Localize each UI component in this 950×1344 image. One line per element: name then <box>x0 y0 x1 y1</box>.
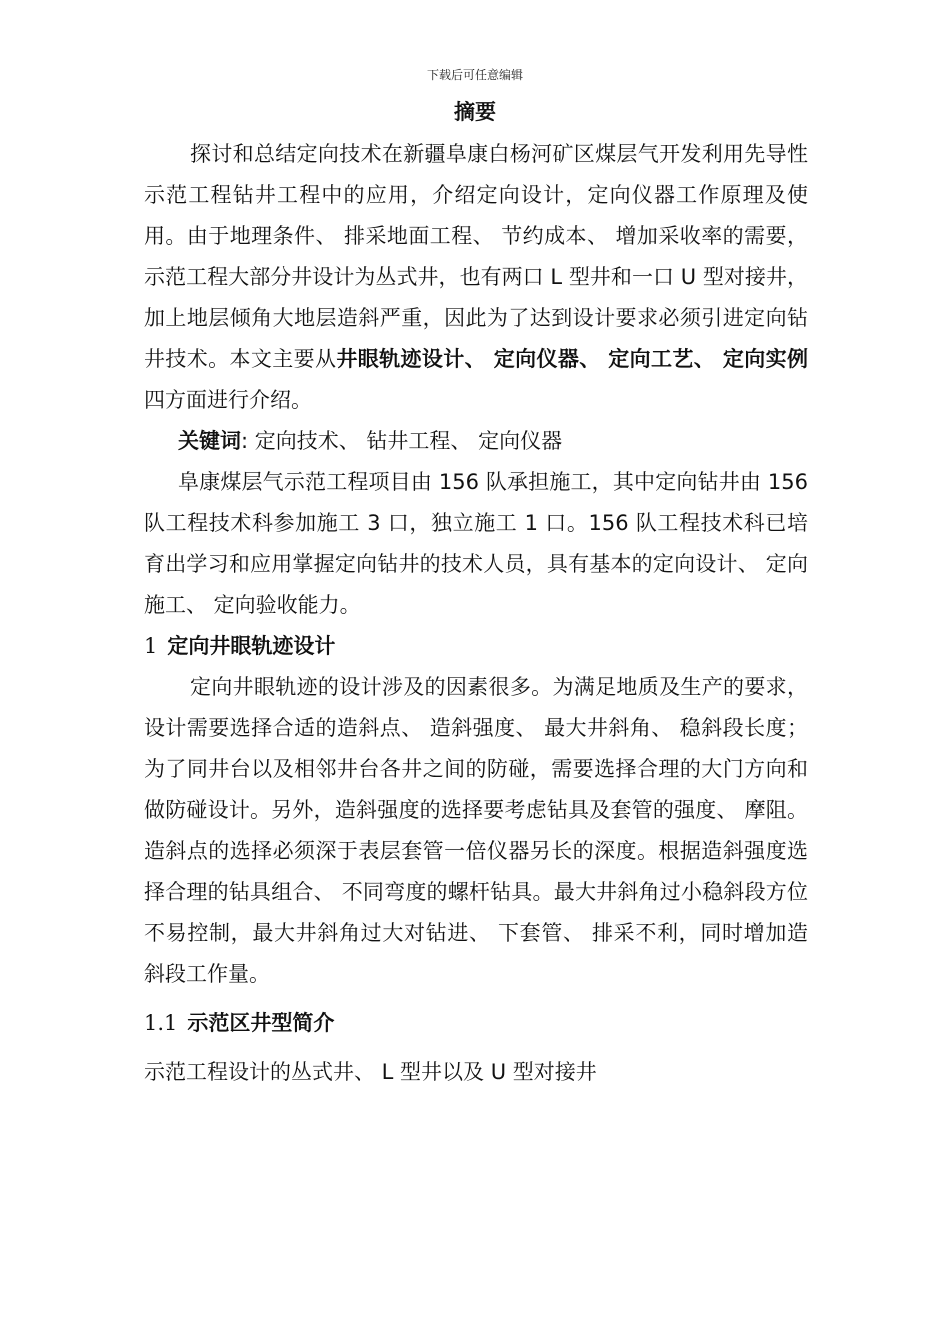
keywords-label: 关键词 <box>178 429 241 453</box>
section-1-1-body: 示范工程设计的丛式井、 L 型井以及 U 型对接井 <box>144 1060 597 1084</box>
section-1-1-title: 示范区井型简介 <box>187 1011 335 1035</box>
abstract-text-end: 四方面进行介绍。 <box>144 388 312 412</box>
document-body <box>144 134 808 1093</box>
section-1-body: 定向井眼轨迹的设计涉及的因素很多。为满足地质及生产的要求，设计需要选择合适的造斜点、 造斜强度、 最大井斜角、 稳斜段长度；为了同井台以及相邻井台各井之间的防碰，需要选择合理的大门方向和做防碰设计。另外，造斜强度的选择要考虑钻具及套管的强度、 摩阻。造斜点的选择必须深于表层套管一倍仪器另长的深度。根据造斜强度选择合理的钻具组合、 不同弯度的螺杆钻具。最大井斜角过小稳斜段方位不易控制，最大井斜角过大对钻进、 下套管、 排采不利，同时增加造斜段工作量。 <box>144 675 808 986</box>
section-1-heading <box>144 626 808 667</box>
section-1-number: 1 <box>144 634 158 658</box>
abstract-paragraph <box>144 134 808 421</box>
page-header-note: 下载后可任意编辑 <box>426 68 523 82</box>
section-1-1-heading <box>144 1003 808 1044</box>
abstract-bold-topics: 井眼轨迹设计、 定向仪器、 定向工艺、 定向实例 <box>336 347 809 371</box>
section-1-1-number: 1.1 <box>144 1011 178 1035</box>
section-1-title: 定向井眼轨迹设计 <box>167 634 336 658</box>
intro-paragraph: 阜康煤层气示范工程项目由 156 队承担施工，其中定向钻井由 156 队工程技术科参加施工 3 口，独立施工 1 口。156 队工程技术科已培育出学习和应用掌握定向钻井的技术人员，具有基本的定向设计、 定向施工、 定向验收能力。 <box>144 470 808 617</box>
page-title: 摘要 <box>454 100 496 124</box>
keywords-text: : 定向技术、 钻井工程、 定向仪器 <box>241 429 563 453</box>
keywords-line <box>144 421 808 462</box>
abstract-text-start: 探讨和总结定向技术在新疆阜康白杨河矿区煤层气开发利用先导性示范工程钻井工程中的应用，介绍定向设计，定向仪器工作原理及使用。由于地理条件、 排采地面工程、 节约成本、 增加采收率的需要，示范工程大部分井设计为丛式井，也有两口 L 型井和一口 U 型对接井，加上地层倾角大地层造斜严重，因此为了达到设计要求必须引进定向钻井技术。本文主要从 <box>144 142 808 371</box>
